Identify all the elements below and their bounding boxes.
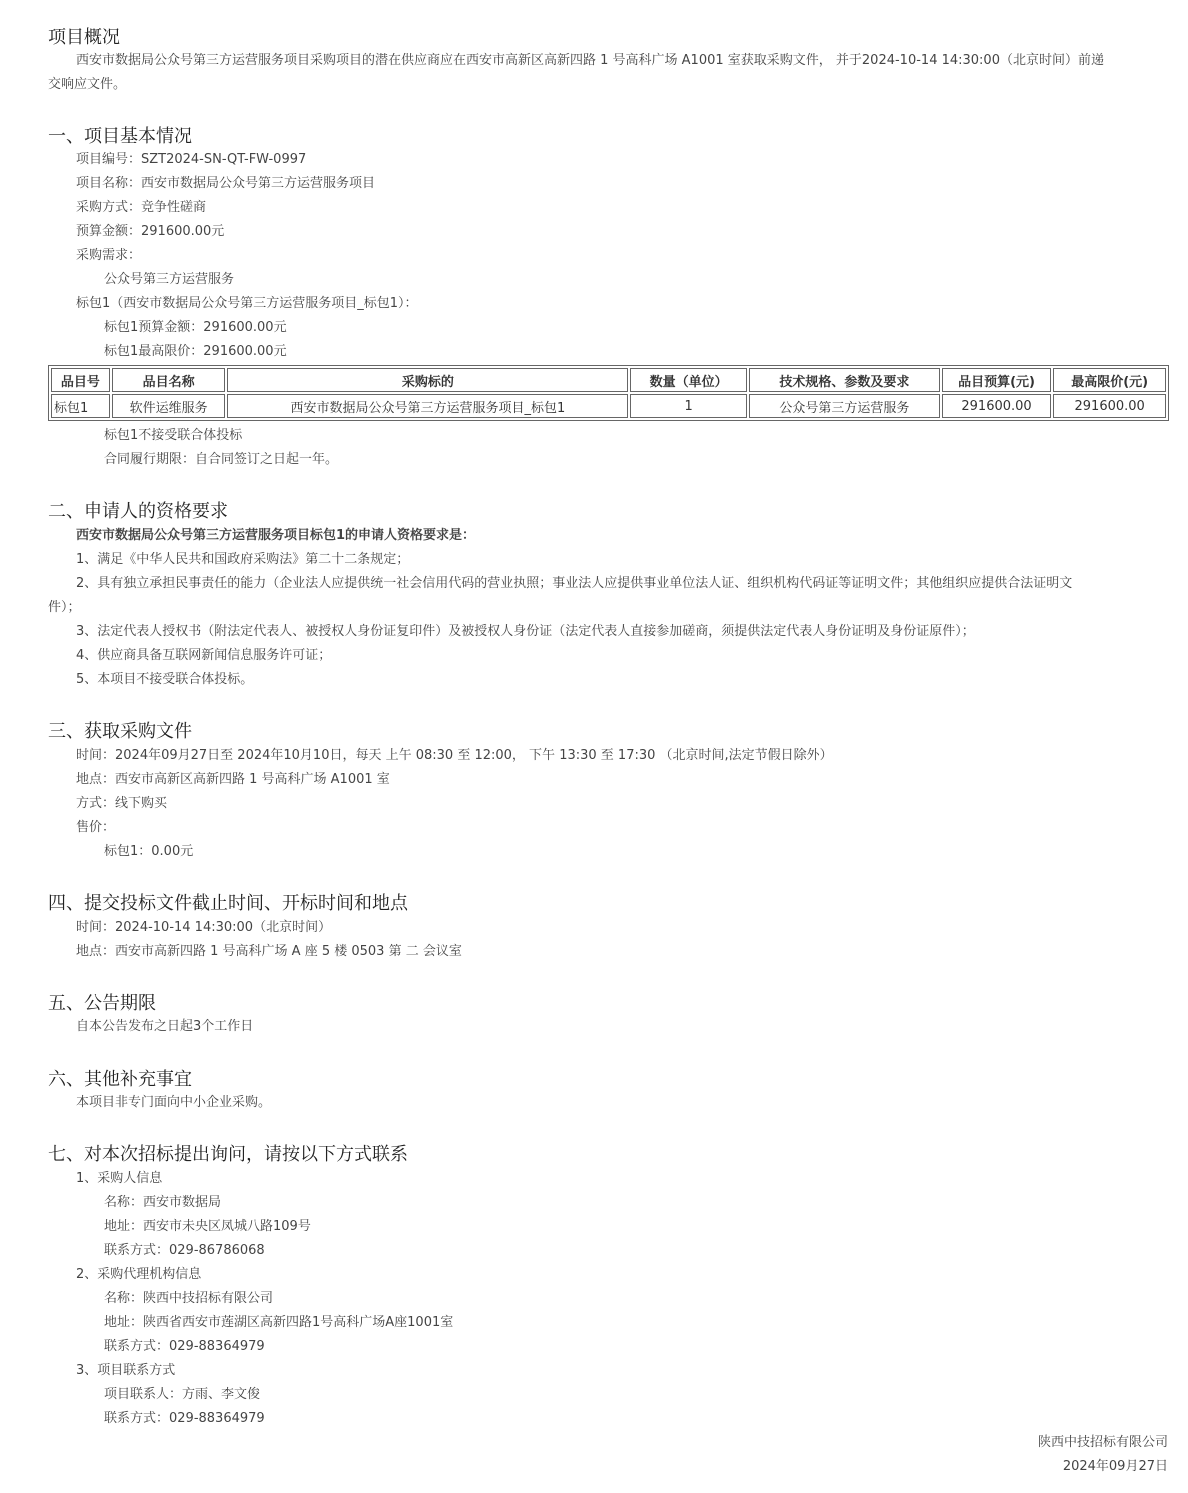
other-matters: 本项目非专门面向中小企业采购。 (76, 1095, 272, 1110)
demand-item: 公众号第三方运营服务 (104, 272, 235, 287)
requirement-2-line1: 2、具有独立承担民事责任的能力（企业法人应提供统一社会信用代码的营业执照；事业法人应提供事业单位法人证、组织机构代码证等证明文件；其他组织应提供合法证明文 (76, 576, 1073, 591)
qualification-subtitle: 西安市数据局公众号第三方运营服务项目标包1的申请人资格要求是： (76, 528, 476, 543)
purchaser-phone: 联系方式：029-86786068 (104, 1243, 265, 1258)
purchaser-title: 1、采购人信息 (76, 1171, 163, 1186)
requirement-5: 5、本项目不接受联合体投标。 (76, 672, 254, 687)
table-header-cell: 采购标的 (227, 368, 628, 392)
project-contact-phone: 联系方式：029-88364979 (104, 1411, 265, 1426)
demand-label: 采购需求： (76, 248, 142, 263)
table-cell: 291600.00 (1053, 394, 1166, 418)
lot-max-price: 标包1最高限价：291600.00元 (104, 344, 287, 359)
project-name: 项目名称：西安市数据局公众号第三方运营服务项目 (76, 176, 376, 191)
table-cell: 标包1 (51, 394, 110, 418)
agency-name: 名称：陕西中技招标有限公司 (104, 1291, 274, 1306)
table-header-row (51, 368, 1166, 392)
table-header-cell: 最高限价(元) (1053, 368, 1166, 392)
procurement-method: 采购方式：竞争性磋商 (76, 200, 207, 215)
footer-company: 陕西中技招标有限公司 (1037, 1435, 1168, 1450)
section4-heading: 四、提交投标文件截止时间、开标时间和地点 (48, 893, 408, 914)
obtain-way: 方式：线下购买 (76, 796, 168, 811)
purchaser-address: 地址：西安市未央区凤城八路109号 (104, 1219, 311, 1234)
table-cell: 软件运维服务 (112, 394, 226, 418)
table-header-cell: 数量（单位） (630, 368, 747, 392)
project-contact-person: 项目联系人：方雨、李文俊 (104, 1387, 261, 1402)
table-cell: 公众号第三方运营服务 (749, 394, 940, 418)
requirement-4: 4、供应商具备互联网新闻信息服务许可证； (76, 648, 332, 663)
obtain-time: 时间：2024年09月27日至 2024年10月10日，每天 上午 08:30 至 12:00， 下午 13:30 至 17:30 （北京时间,法定节假日除外） (76, 748, 833, 763)
table-cell: 1 (630, 394, 747, 418)
obtain-place: 地点：西安市高新区高新四路 1 号高科广场 A1001 室 (76, 772, 390, 787)
agency-address: 地址：陕西省西安市莲湖区高新四路1号高科广场A座1001室 (104, 1315, 454, 1330)
lot-title: 标包1（西安市数据局公众号第三方运营服务项目_标包1）： (76, 296, 418, 311)
deadline-time: 时间：2024-10-14 14:30:00（北京时间） (76, 920, 332, 935)
overview-heading: 项目概况 (48, 27, 120, 48)
requirement-2-line2: 件）； (48, 600, 81, 615)
table-cell: 291600.00 (942, 394, 1052, 418)
requirement-3: 3、法定代表人授权书（附法定代表人、被授权人身份证复印件）及被授权人身份证（法定代表人直接参加磋商，须提供法定代表人身份证明及身份证原件）； (76, 624, 975, 639)
table-header-cell: 品目名称 (112, 368, 226, 392)
lot-budget: 标包1预算金额：291600.00元 (104, 320, 287, 335)
section7-heading: 七、对本次招标提出询问，请按以下方式联系 (48, 1144, 408, 1165)
requirement-1: 1、满足《中华人民共和国政府采购法》第二十二条规定； (76, 552, 410, 567)
overview-text-line1: 西安市数据局公众号第三方运营服务项目采购项目的潜在供应商应在西安市高新区高新四路 1 号高科广场 A1001 室获取采购文件， 并于2024-10-14 14:30:00（北京时间）前递 (76, 53, 1104, 68)
price-label: 售价： (76, 820, 116, 835)
section1-heading: 一、项目基本情况 (48, 126, 192, 147)
overview-text-line2: 交响应文件。 (48, 77, 127, 92)
agency-phone: 联系方式：029-88364979 (104, 1339, 265, 1354)
project-number: 项目编号：SZT2024-SN-QT-FW-0997 (76, 152, 307, 167)
table-header-cell: 品目号 (51, 368, 110, 392)
opening-place: 地点：西安市高新四路 1 号高科广场 A 座 5 楼 0503 第 二 会议室 (76, 944, 462, 959)
section5-heading: 五、公告期限 (48, 993, 156, 1014)
procurement-items-table (48, 365, 1169, 421)
agency-title: 2、采购代理机构信息 (76, 1267, 202, 1282)
section3-heading: 三、获取采购文件 (48, 721, 192, 742)
section6-heading: 六、其他补充事宜 (48, 1069, 192, 1090)
footer-date: 2024年09月27日 (1062, 1459, 1168, 1474)
no-consortium-note: 标包1不接受联合体投标 (104, 428, 243, 443)
budget-amount: 预算金额：291600.00元 (76, 224, 225, 239)
table-header-cell: 品目预算(元) (942, 368, 1052, 392)
purchaser-name: 名称：西安市数据局 (104, 1195, 222, 1210)
contract-period: 合同履行期限：自合同签订之日起一年。 (104, 452, 339, 467)
price-item: 标包1：0.00元 (104, 844, 194, 859)
notice-period: 自本公告发布之日起3个工作日 (76, 1019, 254, 1034)
table-header-cell: 技术规格、参数及要求 (749, 368, 940, 392)
table-row (51, 394, 1166, 418)
section2-heading: 二、申请人的资格要求 (48, 501, 228, 522)
table-cell: 西安市数据局公众号第三方运营服务项目_标包1 (227, 394, 628, 418)
project-contact-title: 3、项目联系方式 (76, 1363, 176, 1378)
